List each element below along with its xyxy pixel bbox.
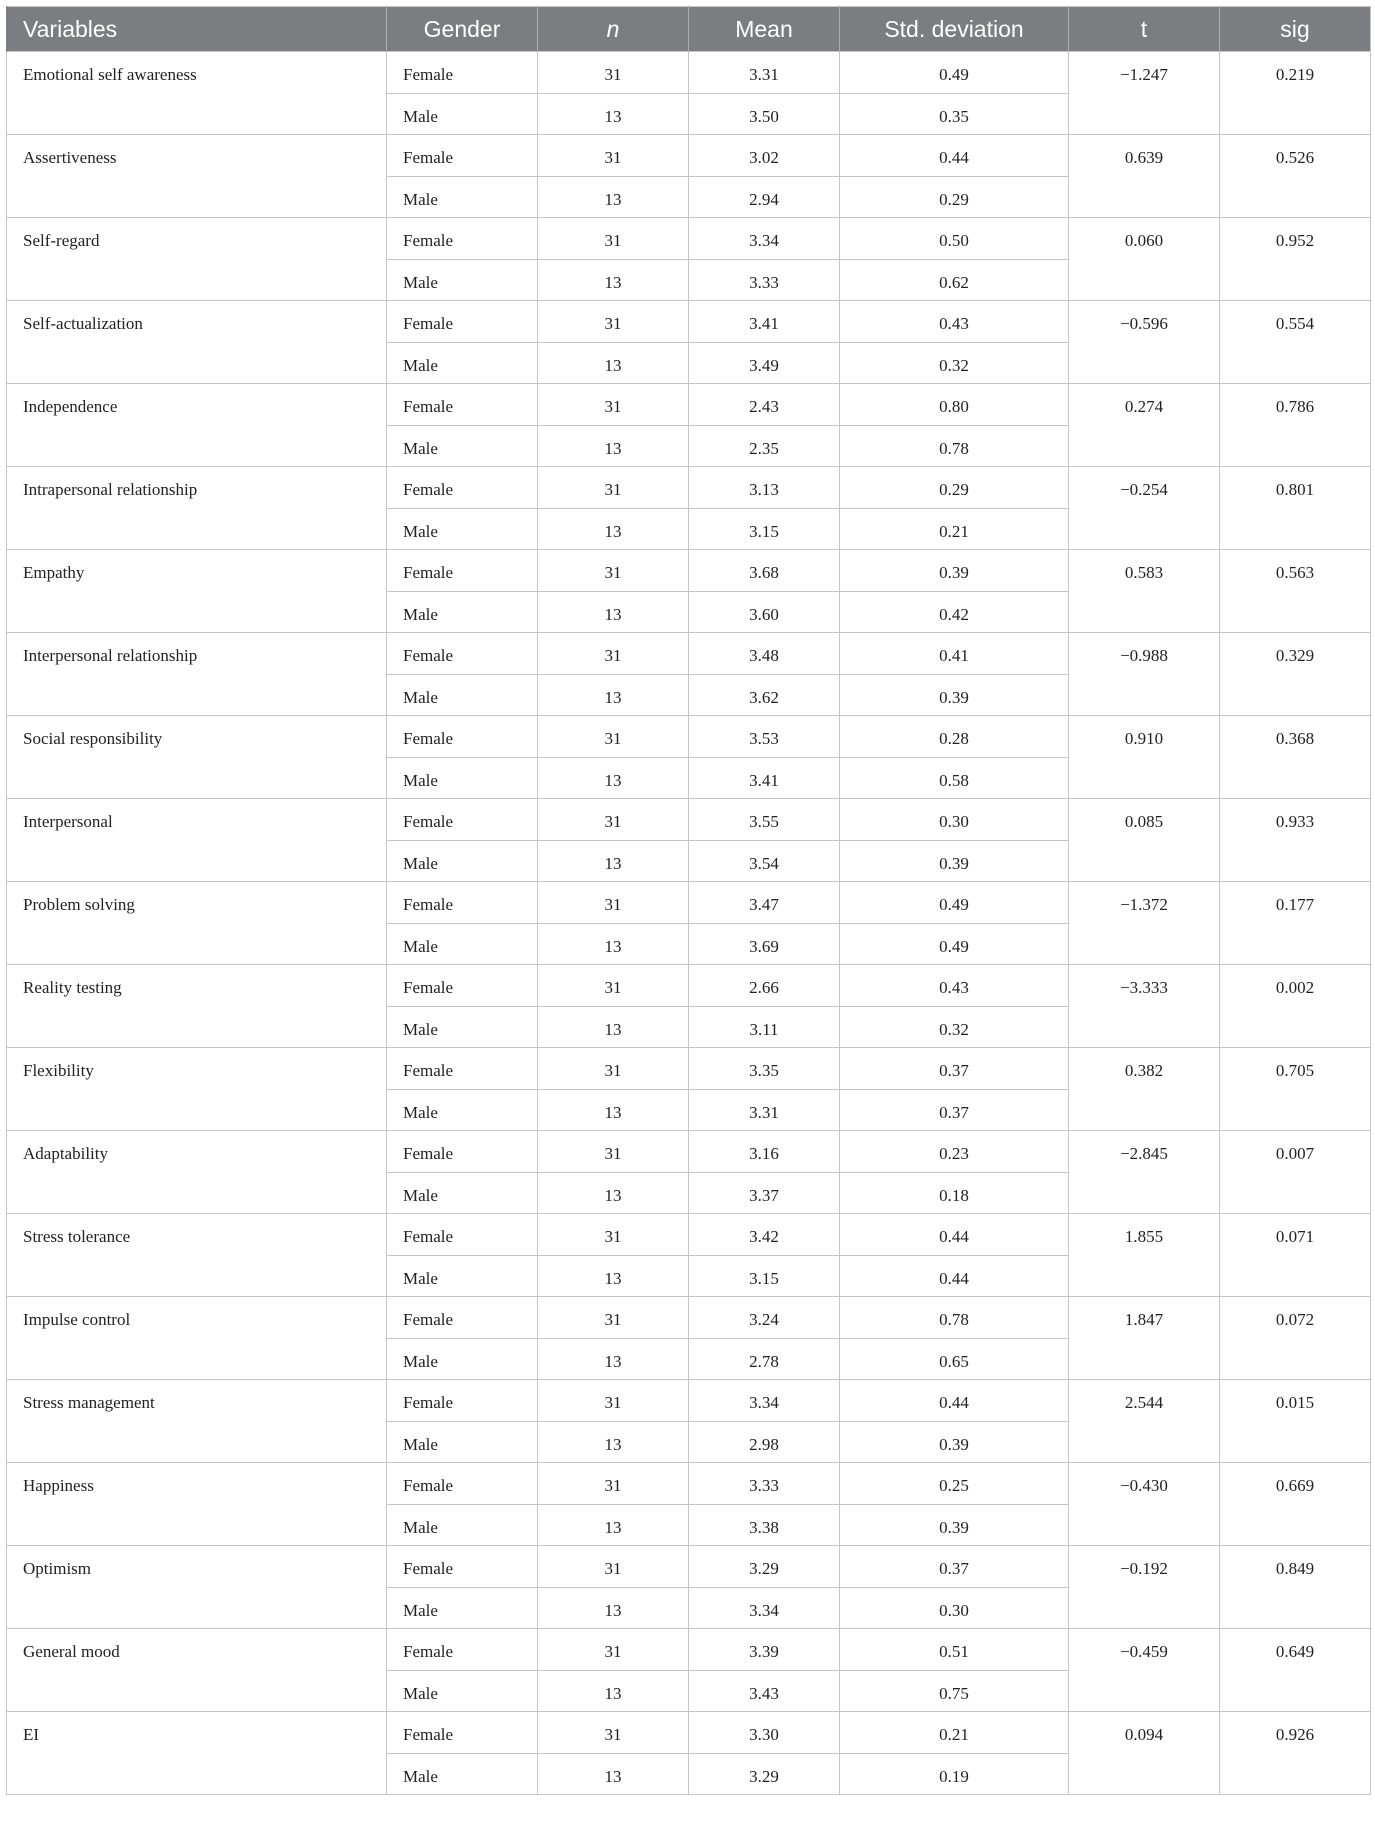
table-row [7,1131,1371,1173]
table-row [7,1712,1371,1754]
sig-cell: 0.071 [1220,1214,1371,1297]
sd-cell: 0.37 [840,1546,1069,1588]
table-header [7,7,1371,52]
mean-cell: 2.66 [689,965,840,1007]
t-cell: −1.372 [1069,882,1220,965]
variable-cell: Independence [7,384,387,467]
mean-cell: 3.38 [689,1504,840,1546]
header-sig: sig [1220,7,1371,52]
gender-cell: Female [387,218,538,260]
gender-cell: Male [387,508,538,550]
mean-cell: 3.24 [689,1297,840,1339]
mean-cell: 3.39 [689,1629,840,1671]
sig-cell: 0.007 [1220,1131,1371,1214]
sig-cell: 0.002 [1220,965,1371,1048]
table-row [7,218,1371,260]
gender-cell: Female [387,135,538,177]
gender-cell: Male [387,1006,538,1048]
n-cell: 31 [538,52,689,94]
mean-cell: 3.29 [689,1753,840,1795]
mean-cell: 3.33 [689,1463,840,1505]
sd-cell: 0.21 [840,1712,1069,1754]
n-cell: 13 [538,93,689,135]
table-row [7,1546,1371,1588]
sig-cell: 0.554 [1220,301,1371,384]
mean-cell: 3.33 [689,259,840,301]
t-cell: −0.430 [1069,1463,1220,1546]
t-cell: 0.094 [1069,1712,1220,1795]
mean-cell: 3.16 [689,1131,840,1173]
variable-cell: EI [7,1712,387,1795]
n-cell: 31 [538,1712,689,1754]
sd-cell: 0.23 [840,1131,1069,1173]
sd-cell: 0.29 [840,467,1069,509]
variable-cell: Problem solving [7,882,387,965]
n-cell: 13 [538,757,689,799]
header-t: t [1069,7,1220,52]
mean-cell: 3.42 [689,1214,840,1256]
mean-cell: 3.15 [689,508,840,550]
sig-cell: 0.526 [1220,135,1371,218]
mean-cell: 3.35 [689,1048,840,1090]
mean-cell: 3.15 [689,1255,840,1297]
table-row [7,633,1371,675]
statistics-table [6,6,1371,1795]
table-row [7,467,1371,509]
t-cell: −0.254 [1069,467,1220,550]
variable-cell: Impulse control [7,1297,387,1380]
sd-cell: 0.78 [840,425,1069,467]
table-row [7,1214,1371,1256]
mean-cell: 3.31 [689,52,840,94]
mean-cell: 3.48 [689,633,840,675]
gender-cell: Male [387,840,538,882]
table-row [7,799,1371,841]
sd-cell: 0.44 [840,135,1069,177]
sd-cell: 0.30 [840,1587,1069,1629]
t-cell: −0.596 [1069,301,1220,384]
variable-cell: Self-actualization [7,301,387,384]
gender-cell: Male [387,176,538,218]
gender-cell: Female [387,1712,538,1754]
n-cell: 31 [538,1048,689,1090]
gender-cell: Female [387,882,538,924]
variable-cell: Interpersonal relationship [7,633,387,716]
mean-cell: 2.43 [689,384,840,426]
mean-cell: 3.60 [689,591,840,633]
n-cell: 31 [538,965,689,1007]
gender-cell: Female [387,1546,538,1588]
header-mean: Mean [689,7,840,52]
variable-cell: Adaptability [7,1131,387,1214]
gender-cell: Male [387,342,538,384]
table-row [7,52,1371,94]
n-cell: 13 [538,1753,689,1795]
gender-cell: Female [387,384,538,426]
variable-cell: Reality testing [7,965,387,1048]
sd-cell: 0.25 [840,1463,1069,1505]
sd-cell: 0.21 [840,508,1069,550]
gender-cell: Female [387,799,538,841]
table-row [7,1463,1371,1505]
variable-cell: Empathy [7,550,387,633]
sig-cell: 0.015 [1220,1380,1371,1463]
sig-cell: 0.933 [1220,799,1371,882]
gender-cell: Male [387,1421,538,1463]
table-row [7,716,1371,758]
sd-cell: 0.44 [840,1255,1069,1297]
sig-cell: 0.649 [1220,1629,1371,1712]
variable-cell: Self-regard [7,218,387,301]
table-row [7,1629,1371,1671]
sd-cell: 0.32 [840,1006,1069,1048]
n-cell: 13 [538,176,689,218]
header-row [7,7,1371,52]
sd-cell: 0.51 [840,1629,1069,1671]
n-cell: 13 [538,1504,689,1546]
mean-cell: 3.62 [689,674,840,716]
sd-cell: 0.39 [840,674,1069,716]
sig-cell: 0.177 [1220,882,1371,965]
header-n: n [538,7,689,52]
n-cell: 13 [538,1587,689,1629]
mean-cell: 3.41 [689,757,840,799]
variable-cell: General mood [7,1629,387,1712]
gender-cell: Male [387,757,538,799]
n-cell: 13 [538,1089,689,1131]
sig-cell: 0.705 [1220,1048,1371,1131]
mean-cell: 3.31 [689,1089,840,1131]
n-cell: 31 [538,1214,689,1256]
mean-cell: 2.35 [689,425,840,467]
gender-cell: Female [387,1048,538,1090]
sd-cell: 0.39 [840,840,1069,882]
n-cell: 31 [538,384,689,426]
sig-cell: 0.219 [1220,52,1371,135]
header-std-deviation: Std. deviation [840,7,1069,52]
sig-cell: 0.801 [1220,467,1371,550]
n-cell: 13 [538,425,689,467]
n-cell: 13 [538,1255,689,1297]
table-container [6,6,1370,1795]
sd-cell: 0.49 [840,52,1069,94]
gender-cell: Male [387,674,538,716]
sd-cell: 0.32 [840,342,1069,384]
t-cell: −1.247 [1069,52,1220,135]
sd-cell: 0.44 [840,1380,1069,1422]
mean-cell: 3.69 [689,923,840,965]
gender-cell: Female [387,467,538,509]
mean-cell: 3.34 [689,1587,840,1629]
mean-cell: 3.53 [689,716,840,758]
gender-cell: Male [387,1255,538,1297]
gender-cell: Female [387,633,538,675]
mean-cell: 3.02 [689,135,840,177]
sig-cell: 0.669 [1220,1463,1371,1546]
sd-cell: 0.39 [840,1421,1069,1463]
sig-cell: 0.926 [1220,1712,1371,1795]
sd-cell: 0.58 [840,757,1069,799]
gender-cell: Male [387,1670,538,1712]
sd-cell: 0.28 [840,716,1069,758]
gender-cell: Male [387,923,538,965]
variable-cell: Emotional self awareness [7,52,387,135]
n-cell: 13 [538,259,689,301]
n-cell: 13 [538,508,689,550]
n-cell: 31 [538,1131,689,1173]
mean-cell: 3.34 [689,1380,840,1422]
n-cell: 31 [538,633,689,675]
t-cell: −3.333 [1069,965,1220,1048]
gender-cell: Female [387,1380,538,1422]
t-cell: 0.583 [1069,550,1220,633]
n-cell: 31 [538,218,689,260]
variable-cell: Happiness [7,1463,387,1546]
gender-cell: Female [387,1131,538,1173]
n-cell: 31 [538,799,689,841]
sig-cell: 0.329 [1220,633,1371,716]
mean-cell: 3.55 [689,799,840,841]
gender-cell: Male [387,1587,538,1629]
table-row [7,965,1371,1007]
sd-cell: 0.37 [840,1089,1069,1131]
mean-cell: 3.11 [689,1006,840,1048]
table-row [7,1048,1371,1090]
gender-cell: Female [387,1214,538,1256]
n-cell: 31 [538,1297,689,1339]
sd-cell: 0.43 [840,301,1069,343]
variable-cell: Social responsibility [7,716,387,799]
mean-cell: 3.43 [689,1670,840,1712]
sd-cell: 0.39 [840,1504,1069,1546]
n-cell: 13 [538,840,689,882]
n-cell: 31 [538,1629,689,1671]
t-cell: −0.192 [1069,1546,1220,1629]
header-variables: Variables [7,7,387,52]
mean-cell: 2.78 [689,1338,840,1380]
gender-cell: Female [387,550,538,592]
variable-cell: Optimism [7,1546,387,1629]
gender-cell: Female [387,52,538,94]
table-row [7,1380,1371,1422]
t-cell: 1.847 [1069,1297,1220,1380]
sd-cell: 0.65 [840,1338,1069,1380]
sd-cell: 0.43 [840,965,1069,1007]
mean-cell: 3.49 [689,342,840,384]
mean-cell: 3.13 [689,467,840,509]
variable-cell: Stress management [7,1380,387,1463]
t-cell: 1.855 [1069,1214,1220,1297]
gender-cell: Female [387,301,538,343]
sd-cell: 0.78 [840,1297,1069,1339]
sd-cell: 0.18 [840,1172,1069,1214]
t-cell: 2.544 [1069,1380,1220,1463]
sd-cell: 0.29 [840,176,1069,218]
mean-cell: 2.98 [689,1421,840,1463]
table-row [7,882,1371,924]
t-cell: 0.910 [1069,716,1220,799]
sig-cell: 0.563 [1220,550,1371,633]
t-cell: −2.845 [1069,1131,1220,1214]
sd-cell: 0.30 [840,799,1069,841]
gender-cell: Male [387,591,538,633]
sd-cell: 0.49 [840,882,1069,924]
gender-cell: Male [387,1753,538,1795]
sd-cell: 0.44 [840,1214,1069,1256]
gender-cell: Male [387,425,538,467]
n-cell: 13 [538,1172,689,1214]
sig-cell: 0.368 [1220,716,1371,799]
sd-cell: 0.39 [840,550,1069,592]
t-cell: 0.382 [1069,1048,1220,1131]
table-body [7,52,1371,1795]
n-cell: 31 [538,135,689,177]
n-cell: 31 [538,550,689,592]
n-cell: 13 [538,1670,689,1712]
mean-cell: 3.41 [689,301,840,343]
gender-cell: Female [387,1463,538,1505]
n-cell: 13 [538,342,689,384]
sd-cell: 0.42 [840,591,1069,633]
t-cell: 0.085 [1069,799,1220,882]
n-cell: 31 [538,1380,689,1422]
mean-cell: 3.50 [689,93,840,135]
table-row [7,384,1371,426]
table-row [7,135,1371,177]
n-cell: 31 [538,301,689,343]
mean-cell: 3.34 [689,218,840,260]
n-cell: 13 [538,1421,689,1463]
mean-cell: 3.68 [689,550,840,592]
n-cell: 31 [538,882,689,924]
n-cell: 31 [538,1546,689,1588]
gender-cell: Male [387,1172,538,1214]
sd-cell: 0.75 [840,1670,1069,1712]
sd-cell: 0.62 [840,259,1069,301]
table-row [7,1297,1371,1339]
t-cell: 0.274 [1069,384,1220,467]
t-cell: −0.988 [1069,633,1220,716]
sd-cell: 0.37 [840,1048,1069,1090]
gender-cell: Female [387,965,538,1007]
gender-cell: Female [387,1297,538,1339]
gender-cell: Female [387,1629,538,1671]
t-cell: 0.060 [1069,218,1220,301]
sd-cell: 0.50 [840,218,1069,260]
sd-cell: 0.49 [840,923,1069,965]
mean-cell: 3.54 [689,840,840,882]
sd-cell: 0.35 [840,93,1069,135]
sig-cell: 0.072 [1220,1297,1371,1380]
n-cell: 31 [538,716,689,758]
t-cell: 0.639 [1069,135,1220,218]
variable-cell: Assertiveness [7,135,387,218]
mean-cell: 3.30 [689,1712,840,1754]
sd-cell: 0.19 [840,1753,1069,1795]
sig-cell: 0.786 [1220,384,1371,467]
mean-cell: 3.47 [689,882,840,924]
gender-cell: Female [387,716,538,758]
variable-cell: Intrapersonal relationship [7,467,387,550]
t-cell: −0.459 [1069,1629,1220,1712]
gender-cell: Male [387,1338,538,1380]
n-cell: 13 [538,1338,689,1380]
mean-cell: 3.29 [689,1546,840,1588]
sig-cell: 0.849 [1220,1546,1371,1629]
n-cell: 13 [538,674,689,716]
sd-cell: 0.41 [840,633,1069,675]
variable-cell: Interpersonal [7,799,387,882]
gender-cell: Male [387,1504,538,1546]
sig-cell: 0.952 [1220,218,1371,301]
gender-cell: Male [387,93,538,135]
table-row [7,550,1371,592]
sd-cell: 0.80 [840,384,1069,426]
table-row [7,301,1371,343]
mean-cell: 3.37 [689,1172,840,1214]
header-gender: Gender [387,7,538,52]
gender-cell: Male [387,1089,538,1131]
n-cell: 13 [538,591,689,633]
variable-cell: Stress tolerance [7,1214,387,1297]
variable-cell: Flexibility [7,1048,387,1131]
n-cell: 13 [538,1006,689,1048]
n-cell: 31 [538,467,689,509]
n-cell: 13 [538,923,689,965]
n-cell: 31 [538,1463,689,1505]
mean-cell: 2.94 [689,176,840,218]
gender-cell: Male [387,259,538,301]
